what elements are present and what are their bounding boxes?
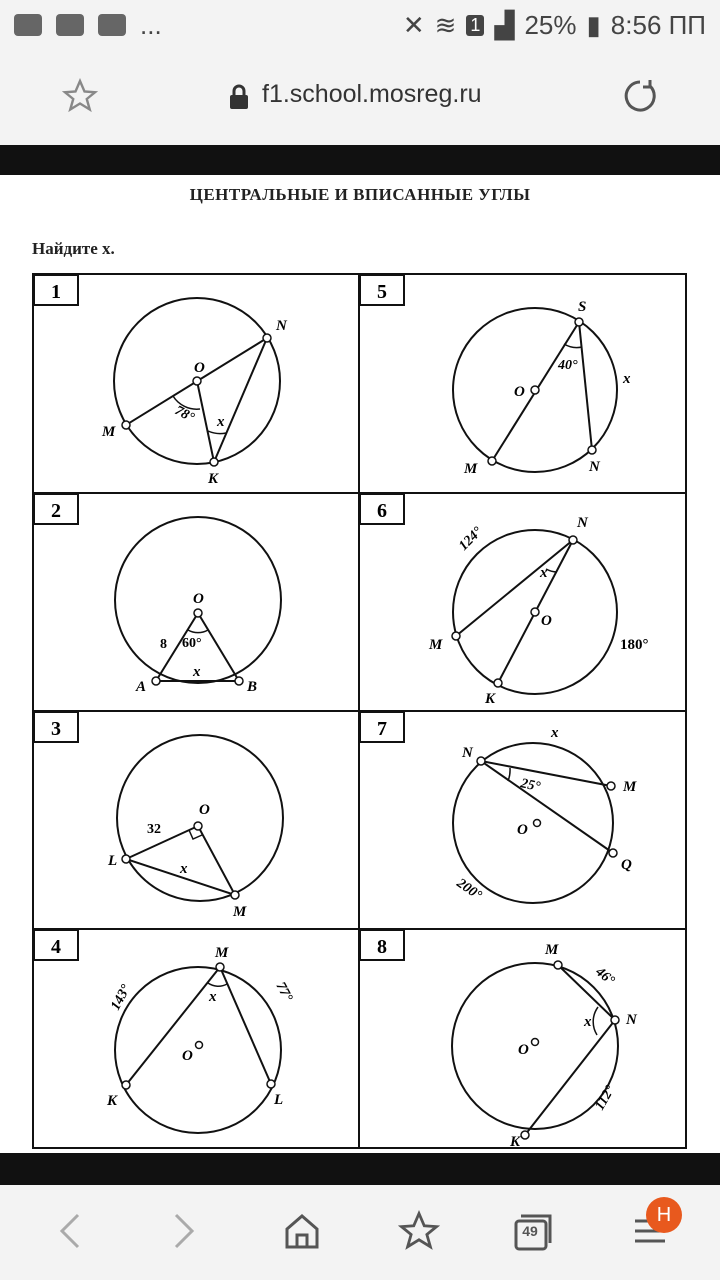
problem-1 (34, 275, 288, 487)
worksheet-title: ЦЕНТРАЛЬНЫЕ И ВПИСАННЫЕ УГЛЫ (189, 185, 531, 204)
arc-label-1: 124° (456, 524, 486, 554)
label-N: N (589, 459, 600, 475)
browser-nav-bar (0, 1185, 720, 1280)
label-N: N (462, 745, 473, 761)
label-M: M (623, 779, 637, 795)
x-label: x (540, 565, 548, 581)
sim-indicator: 1 (466, 15, 484, 36)
more-notifications: ... (140, 9, 162, 40)
label-L: L (274, 1092, 284, 1108)
problem-4 (34, 930, 295, 1133)
status-bar (0, 0, 720, 50)
back-icon[interactable] (52, 1209, 88, 1253)
label-O: O (194, 360, 205, 376)
label-A: A (136, 679, 147, 695)
home-icon[interactable] (282, 1209, 322, 1253)
angle-label: 40° (558, 358, 578, 373)
bookmarks-star-icon[interactable] (398, 1209, 440, 1253)
x-label: x (584, 1014, 592, 1030)
url-text[interactable]: f1.school.mosreg.ru (262, 80, 482, 108)
problem-5 (360, 275, 631, 477)
arc-label-1: 143° (108, 982, 135, 1013)
profile-badge[interactable]: Н (646, 1197, 682, 1233)
label-O: O (193, 591, 204, 607)
label-N: N (276, 318, 287, 334)
label-N: N (626, 1012, 637, 1028)
problem-number: 8 (377, 936, 387, 958)
battery-icon: ▮ (586, 9, 601, 40)
label-M: M (545, 942, 559, 958)
arc-label: 200° (453, 875, 485, 904)
angle-label: 25° (519, 776, 542, 795)
signal-icon: ▟ (494, 9, 515, 40)
label-Q: Q (621, 857, 632, 873)
worksheet-page (0, 175, 720, 1153)
clock: 8:56 ПП (610, 9, 706, 40)
gallery-icon (56, 14, 84, 36)
forward-icon[interactable] (166, 1209, 202, 1253)
problem-number: 2 (51, 500, 61, 522)
problem-number: 3 (51, 718, 61, 740)
page-bottom-band (0, 1153, 720, 1185)
label-M: M (215, 945, 229, 961)
label-O: O (518, 1042, 529, 1058)
mute-icon: ✕ (402, 9, 425, 40)
x-label: x (551, 725, 559, 741)
problem-number: 1 (51, 281, 61, 303)
label-M: M (429, 637, 443, 653)
label-M: M (464, 461, 478, 477)
lock-icon (228, 84, 250, 110)
problem-number: 6 (377, 500, 387, 522)
problem-8 (360, 930, 638, 1149)
angle-label: 78° (172, 403, 197, 426)
battery-percent: 25% (524, 9, 577, 40)
label-B: B (247, 679, 258, 695)
x-label: x (623, 371, 631, 387)
arc-label-2: 77° (272, 979, 295, 1005)
reload-icon[interactable] (620, 76, 660, 116)
problem-6 (360, 494, 649, 707)
bookmark-star-icon[interactable] (62, 78, 98, 114)
side-label: 8 (160, 637, 167, 652)
angle-label: 60° (182, 636, 202, 651)
problem-number: 7 (377, 718, 387, 740)
problem-3 (34, 712, 283, 920)
label-K: K (485, 691, 496, 707)
label-M: M (102, 424, 116, 440)
label-O: O (517, 822, 528, 838)
label-M: M (233, 904, 247, 920)
label-K: K (107, 1093, 118, 1109)
task-text: Найдите x. (32, 239, 115, 258)
problems-grid (32, 273, 687, 1149)
problem-number: 4 (51, 936, 61, 958)
mail-icon (98, 14, 126, 36)
tabs-count: 49 (522, 1223, 538, 1239)
x-label: x (209, 989, 217, 1005)
label-O: O (541, 613, 552, 629)
label-O: O (182, 1048, 193, 1064)
arc-label-2: 180° (620, 637, 649, 653)
x-label: x (193, 664, 201, 680)
x-label: x (180, 861, 188, 877)
problem-2 (34, 494, 281, 695)
label-K: K (208, 471, 219, 487)
page-top-band (0, 145, 720, 175)
arc-label-1: 46° (592, 964, 618, 989)
problem-7 (360, 712, 637, 904)
label-K: K (510, 1134, 521, 1149)
problem-number: 5 (377, 281, 387, 303)
arc-label-2: 112° (592, 1083, 619, 1113)
wifi-icon: ≋ (434, 9, 457, 40)
label-N: N (577, 515, 588, 531)
label-S: S (578, 299, 587, 315)
label-O: O (199, 802, 210, 818)
url-bar (0, 50, 720, 145)
cloud-icon (14, 14, 42, 36)
x-label: x (217, 414, 225, 430)
label-L: L (108, 853, 118, 869)
side-label: 32 (147, 822, 161, 837)
label-O: O (514, 384, 525, 400)
